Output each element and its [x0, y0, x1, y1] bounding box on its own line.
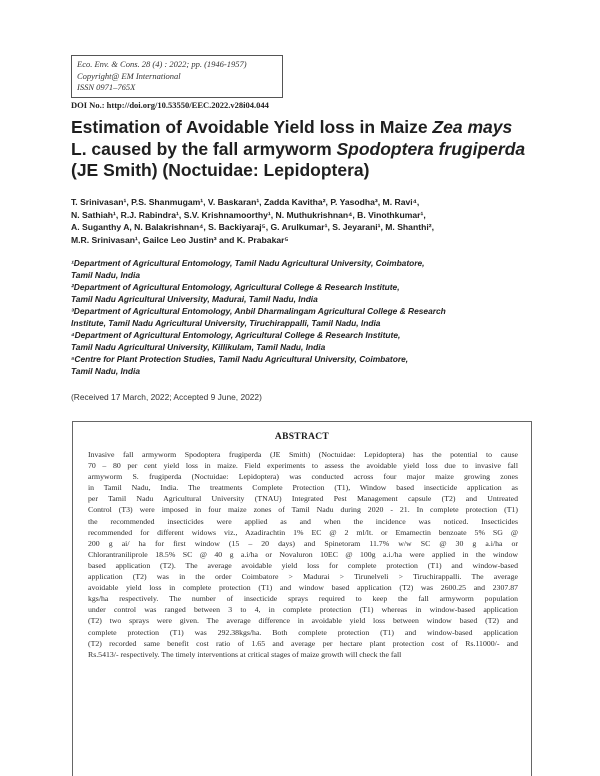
affiliation-line: ⁴Department of Agricultural Entomology, Agricultural College & Research Institute, — [71, 330, 401, 340]
abstract-line: 70 – 80 per cent yield loss in maize. Field experiments to assess the avoidable yield loss due to invasive fall — [88, 461, 518, 471]
affiliation-line: Tamil Nadu, India — [71, 270, 141, 280]
affiliation-line: ²Department of Agricultural Entomology, Agricultural College & Research Institute, — [71, 282, 400, 292]
affiliation-line: Tamil Nadu Agricultural University, Killikulam, Tamil Nadu, India — [71, 342, 326, 352]
abstract-line: Invasive fall armyworm Spodoptera frugiperda (JE Smith) (Noctuidae: Lepidoptera) has the potential to cause — [88, 450, 518, 459]
journal-info-box — [71, 55, 283, 98]
abstract-line: in Tamil Nadu, India. The treatments Complete Protection (T1), Window based insecticide application as — [88, 483, 518, 493]
journal-issn: ISSN 0971–765X — [77, 82, 136, 92]
abstract-line: Chlorantraniliprole 18.5% SC @ 40 g a.i/ha or Novaluron 10EC @ 100g a.i./ha were applied in the window — [88, 549, 518, 559]
author-line: M.R. Srinivasan¹, Gailce Leo Justin³ and K. Prabakar⁵ — [71, 234, 289, 245]
abstract-line: under control was ranged between 3 to 4, in complete protection (T1) whereas in window-based application — [88, 605, 518, 615]
author-line: N. Sathiah¹, R.J. Rabindra¹, S.V. Krishnamoorthy¹, N. Muthukrishnan⁴, B. Vinothkumar¹, — [71, 209, 426, 220]
affiliation-line: Tamil Nadu, India — [71, 366, 141, 376]
abstract-line: based application (T2). The average avoidable yield loss for complete protection (T1) and window-based — [88, 560, 518, 570]
abstract-line: recommended for different widows viz., Azadirachtin 1% EC @ 2 ml/lt. or Emamectin benzoate 5% SG @ — [88, 527, 518, 537]
abstract-line: armyworm S. frugiperda (Noctuidae: Lepidoptera) was conducted across four major maize growing zones — [88, 472, 518, 482]
abstract-heading: ABSTRACT — [274, 432, 330, 442]
author-line: T. Srinivasan¹, P.S. Shanmugam¹, V. Baskaran¹, Zadda Kavitha², P. Yasodha³, M. Ravi⁴, — [71, 197, 420, 207]
affiliation-line: Institute, Tamil Nadu Agricultural University, Tiruchirappalli, Tamil Nadu, India — [71, 318, 381, 328]
abstract-line: kgs/ha respectively. The number of insecticide sprays required to keep the fall armyworm population — [88, 594, 518, 604]
abstract-line: Control (T3) were imposed in four maize zones of Tamil Nadu during 2020 - 21. In complete protection (T1) — [88, 505, 518, 515]
author-line: A. Suganthy A, N. Balakrishnan⁴, S. Backiyaraj⁵, G. Arulkumar¹, S. Jeyarani¹, M. Shanthi², — [71, 222, 434, 232]
paper-title — [71, 117, 541, 182]
abstract-line: avoidable yield loss in complete protection (T1) and window based application (T2) was 2600.25 and 2307.87 — [88, 583, 518, 593]
title-part: (JE Smith) (Noctuidae: Lepidoptera) — [71, 160, 370, 180]
abstract-line: Rs.5413/- respectively. The timely interventions at critical stages of maize growth will check the fall — [88, 649, 402, 659]
affiliation-line: ³Department of Agricultural Entomology, Anbil Dharmalingam Agricultural College & Research — [71, 306, 446, 316]
abstract-line: application (T2) was in the order Coimbatore > Madurai > Tirunelveli > Tiruchirappalli. The average — [88, 572, 518, 582]
title-part: L. caused by the fall armyworm — [71, 138, 337, 159]
author-list — [71, 196, 541, 246]
journal-citation: Eco. Env. & Cons. 28 (4) : 2022; pp. (1946-1957) — [77, 59, 247, 69]
affiliation-line: ⁵Centre for Plant Protection Studies, Tamil Nadu Agricultural University, Coimbatore, — [71, 354, 409, 364]
journal-copyright: Copyright@ EM International — [77, 70, 181, 81]
title-species: Spodoptera frugiperda — [336, 138, 526, 159]
affiliation-list — [71, 257, 541, 377]
received-date: (Received 17 March, 2022; Accepted 9 June, 2022) — [71, 392, 262, 402]
abstract-line: 200 g ai/ ha for first window (15 – 20 days) and Spinetoram 11.7% w/w SC @ 30 g a.i/ha or — [88, 538, 518, 548]
abstract-body — [88, 449, 518, 660]
abstract-line: (T2) two sprays were given. The average difference in avoidable yield loss between window based (T2) and — [88, 616, 518, 626]
affiliation-line: ¹Department of Agricultural Entomology, Tamil Nadu Agricultural University, Coimbatore, — [71, 258, 425, 268]
title-part: Estimation of Avoidable Yield loss in Maize — [71, 117, 433, 137]
title-species: Zea mays — [432, 117, 513, 137]
abstract-line: the recommended insecticides were applied as and when the incidence was noticed. Insecticides — [88, 516, 518, 526]
affiliation-line: Tamil Nadu Agricultural University, Madurai, Tamil Nadu, India — [71, 294, 318, 304]
abstract-line: per Tamil Nadu Agricultural University (TNAU) Integrated Pest Management capsule (T2) and Untreated — [88, 494, 518, 504]
abstract-box — [72, 421, 532, 776]
doi-line[interactable]: DOI No.: http://doi.org/10.53550/EEC.2022.v28i04.044 — [71, 100, 269, 110]
abstract-line: (T2) recorded same benefit cost ratio of 1.65 and average per hectare plant protection cost of Rs.11000/- and — [88, 638, 518, 648]
abstract-line: complete protection (T1) was 292.38kgs/ha. Both complete protection (T1) and window-based application — [88, 627, 518, 637]
